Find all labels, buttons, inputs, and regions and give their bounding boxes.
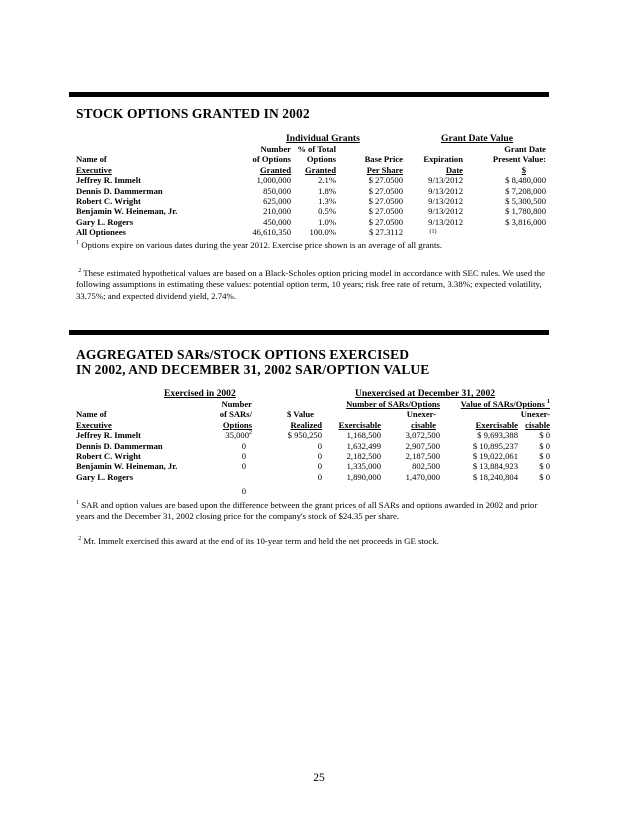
col-header: Unexer-: [520, 409, 550, 420]
col-header: Options: [222, 419, 252, 430]
table-header-row: [76, 144, 546, 154]
table-row: [76, 482, 550, 496]
table-row: [76, 206, 546, 216]
row-exp: 9/13/2012: [428, 185, 463, 196]
table-row: [76, 217, 546, 227]
sars-options-table: [76, 399, 550, 496]
col-header: Executive: [76, 164, 112, 175]
table-header-row: [76, 399, 550, 409]
table-row: [76, 227, 546, 237]
section2-title-line2: IN 2002, AND DECEMBER 31, 2002 SAR/OPTION VALUE: [76, 362, 430, 377]
row-name: Robert C. Wright: [76, 196, 141, 207]
footnote-ref: 2: [249, 430, 252, 437]
row-number: 0: [241, 440, 246, 451]
row-unex: 1,470,000: [405, 471, 440, 482]
col-header: Per Share: [366, 164, 403, 175]
row-name: Gary L. Rogers: [76, 216, 134, 227]
col-header: Executive: [76, 419, 112, 430]
row-price: $ 27.0500: [368, 175, 403, 186]
row-number: 625,000: [263, 196, 291, 207]
row-value: 0: [317, 440, 322, 451]
col-header: Present Value:: [492, 154, 546, 165]
col-header: cisable: [525, 419, 550, 430]
row-pct: 1.8%: [318, 185, 336, 196]
col-header: [440, 399, 550, 409]
col-header: $ Value: [287, 409, 314, 420]
footnote: [76, 536, 550, 547]
row-number: [200, 472, 252, 482]
row-number: 0: [241, 485, 246, 496]
row-value: $ 5,300,500: [505, 196, 546, 207]
row-exp-footnote: (1): [429, 229, 437, 236]
footnote-text: These estimated hypothetical values are based on a Black-Scholes option pricing model in accordance with SEC rules. We used the following assumptions in estimating these values: potential option term, 10 years; risk free rate of return, 3.38%; expected volatility, 33.75%; and expected dividend yield, 2.74%.: [76, 268, 546, 301]
section1-title: STOCK OPTIONS GRANTED IN 2002: [76, 106, 310, 121]
row-vunex: $ 0: [539, 451, 550, 462]
row-exp: 9/13/2012: [428, 175, 463, 186]
row-value: $ 3,816,000: [505, 216, 546, 227]
unexercised-header: Unexercised at December 31, 2002: [355, 388, 496, 399]
col-header: Grant Date: [504, 144, 546, 154]
row-value: $ 1,780,800: [505, 206, 546, 217]
col-header: Number: [260, 144, 291, 154]
table-header-row: [76, 420, 550, 430]
table-row: [76, 430, 550, 440]
row-name: Benjamin W. Heineman, Jr.: [76, 206, 178, 217]
col-header: of Options: [252, 154, 291, 165]
row-number: 850,000: [263, 185, 291, 196]
row-vexer: $ 18,240,804: [472, 471, 518, 482]
row-value: 0: [317, 471, 322, 482]
row-pct: 1.0%: [318, 216, 336, 227]
individual-grants-header: Individual Grants: [286, 133, 360, 144]
row-number-value: 35,000: [225, 430, 249, 441]
section2-title-line1: AGGREGATED SARs/STOCK OPTIONS EXERCISED: [76, 347, 410, 362]
footnote-mark: 2: [78, 536, 82, 543]
row-price: $ 27.0500: [368, 206, 403, 217]
row-number: 450,000: [263, 216, 291, 227]
row-name: Dennis D. Dammerman: [76, 185, 163, 196]
row-unex: 2,907,500: [405, 440, 440, 451]
table-row: [76, 461, 550, 471]
col-header: % of Total: [297, 144, 336, 154]
col-header: Granted: [259, 164, 291, 175]
grant-date-value-header: Grant Date Value: [441, 133, 513, 144]
row-exer: 2,182,500: [346, 451, 381, 462]
row-name: Jeffrey R. Immelt: [76, 430, 141, 441]
table-header-row: [76, 165, 546, 175]
row-name: Benjamin W. Heineman, Jr.: [76, 461, 178, 472]
row-value: $ 8,480,000: [505, 175, 546, 186]
col-header: Expiration: [423, 154, 463, 165]
col-header: of SARs/: [219, 409, 252, 420]
footnote-text: SAR and option values are based upon the difference between the grant prices of all SARs and options awarded in 2002 and prior years and the December 31, 2002 closing price for the company's stock of $24.35 per share.: [76, 500, 538, 522]
footnote-text: Mr. Immelt exercised this award at the end of its 10-year term and held the net proceeds in GE stock.: [83, 536, 439, 546]
col-header: Base Price: [364, 154, 403, 165]
col-header-text: Value of SARs/Options: [460, 399, 545, 409]
footnote: [76, 500, 550, 523]
row-name: Gary L. Rogers: [76, 471, 134, 482]
col-header: Exercisable: [338, 419, 381, 430]
table-row: [76, 451, 550, 461]
col-header: Name of: [76, 154, 107, 165]
footnote-ref: 1: [547, 399, 550, 406]
row-value: 0: [317, 451, 322, 462]
row-vunex: $ 0: [539, 430, 550, 441]
col-header: Exercisable: [475, 419, 518, 430]
col-header: cisable: [411, 419, 436, 430]
row-number: 1,000,000: [256, 175, 291, 186]
row-vexer: $ 13,884,923: [472, 461, 518, 472]
row-unex: 2,187,500: [405, 451, 440, 462]
row-exer: 1,632,499: [346, 440, 381, 451]
footnote-mark: 2: [78, 268, 82, 275]
row-exp: 9/13/2012: [428, 196, 463, 207]
col-header: Granted: [304, 164, 336, 175]
row-value: $ 950,250: [287, 430, 322, 441]
exercised-header: Exercised in 2002: [164, 388, 236, 399]
row-unex: 802,500: [412, 461, 440, 472]
row-price: $ 27.3112: [368, 227, 403, 238]
row-pct: 100.0%: [309, 227, 336, 238]
stock-options-table: [76, 144, 546, 238]
row-vexer: $ 19,022,061: [472, 451, 518, 462]
table-header-row: [76, 154, 546, 164]
footnote-mark: 1: [76, 500, 79, 507]
table-row: [76, 472, 550, 482]
row-exp: 9/13/2012: [428, 206, 463, 217]
row-unex: 3,072,500: [405, 430, 440, 441]
row-exer: 1,168,500: [346, 430, 381, 441]
col-header: Name of: [76, 409, 107, 420]
row-value: $ 7,208,000: [505, 185, 546, 196]
row-exp: 9/13/2012: [428, 216, 463, 227]
table-header-row: [76, 409, 550, 419]
row-price: $ 27.0500: [368, 185, 403, 196]
row-vunex: $ 0: [539, 440, 550, 451]
row-value: 0: [317, 461, 322, 472]
row-vunex: $ 0: [539, 471, 550, 482]
row-value: [463, 227, 546, 237]
col-header: Number: [221, 399, 252, 409]
row-name: All Optionees: [76, 227, 126, 238]
row-vexer: $ 10,895,237: [472, 440, 518, 451]
row-exer: 1,335,000: [346, 461, 381, 472]
table-row: [76, 186, 546, 196]
row-number: 210,000: [263, 206, 291, 217]
row-exer: 1,890,000: [346, 471, 381, 482]
row-vexer: $ 9,693,388: [477, 430, 518, 441]
table-row: [76, 196, 546, 206]
row-pct: 1.3%: [318, 196, 336, 207]
col-header: Realized: [290, 419, 322, 430]
row-name: Jeffrey R. Immelt: [76, 175, 141, 186]
row-number: 46,610,350: [252, 227, 291, 238]
table-row: [76, 441, 550, 451]
footnote: [76, 268, 550, 302]
row-price: $ 27.0500: [368, 196, 403, 207]
row-number: [200, 430, 252, 440]
page-number: 25: [313, 772, 325, 784]
col-header: Options: [306, 154, 336, 165]
row-vunex: $ 0: [539, 461, 550, 472]
col-header: Unexer-: [406, 409, 436, 420]
row-pct: 0.5%: [318, 206, 336, 217]
col-header: $: [521, 164, 526, 175]
col-header: Number of SARs/Options: [346, 399, 440, 409]
footnote-text: Options expire on various dates during the year 2012. Exercise price shown is an average of all grants.: [81, 240, 443, 250]
row-name: Dennis D. Dammerman: [76, 440, 163, 451]
section2-top-rule: [69, 330, 549, 335]
row-pct: 2.1%: [318, 175, 336, 186]
footnote: [76, 240, 550, 251]
table-row: [76, 175, 546, 185]
footnote-mark: 1: [76, 240, 79, 247]
section1-top-rule: [69, 92, 549, 97]
row-name: Robert C. Wright: [76, 451, 141, 462]
row-number: 0: [241, 451, 246, 462]
row-price: $ 27.0500: [368, 216, 403, 227]
row-number: 0: [241, 461, 246, 472]
col-header: Date: [445, 164, 463, 175]
